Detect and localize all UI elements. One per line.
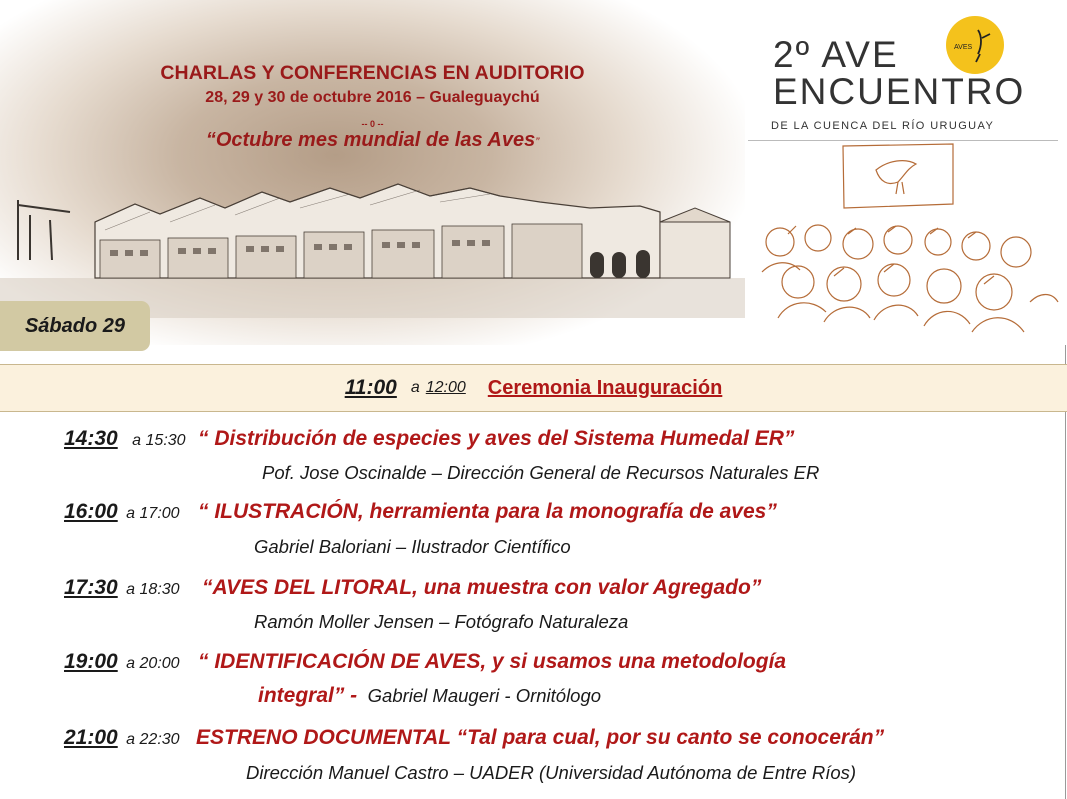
talk-1-end: a 15:30: [132, 432, 186, 449]
event-motto: [60, 129, 685, 152]
talk-3-line: [64, 576, 761, 600]
talk-4-speaker: Gabriel Maugeri - Ornitólogo: [367, 685, 602, 706]
header-photo: [0, 0, 745, 345]
logo-mark-text: AVES: [954, 44, 973, 51]
talk-5-end: a 22:30: [126, 731, 180, 748]
inauguration-title: Ceremonia Inauguración: [487, 376, 723, 399]
logo-divider: [748, 140, 1058, 141]
right-frame-line: [1065, 345, 1066, 799]
talk-4-title-cont: integral” -: [258, 684, 358, 707]
talk-3-title: “AVES DEL LITORAL, una muestra con valor Agregado”: [202, 576, 762, 599]
talk-5-title: ESTRENO DOCUMENTAL “Tal para cual, por su canto se conocerán”: [196, 726, 885, 749]
talk-3-end: a 18:30: [126, 581, 180, 598]
inauguration-band: [0, 364, 1067, 412]
talk-4-end: a 20:00: [126, 655, 180, 672]
talk-5-start: 21:00: [64, 726, 118, 749]
event-title: CHARLAS Y CONFERENCIAS EN AUDITORIO: [160, 62, 585, 84]
talk-3-speaker: Ramón Moller Jensen – Fotógrafo Naturaleza: [254, 611, 629, 632]
bird-logo-icon: [946, 16, 1004, 74]
warehouse-illustration: [0, 0, 745, 345]
header-separator: -- 0 --: [361, 119, 384, 129]
inauguration-sep: a: [410, 379, 420, 396]
talk-4-line: [64, 650, 786, 674]
talk-4-title: “ IDENTIFICACIÓN DE AVES, y si usamos una metodología: [198, 650, 787, 673]
motto-close-quote: ”: [535, 135, 540, 149]
motto-text: “Octubre mes mundial de las Aves: [205, 129, 536, 151]
event-header: [60, 62, 685, 152]
logo-line-1: 2º AVE: [773, 34, 899, 75]
day-badge: Sábado 29: [0, 301, 150, 351]
audience-sketch: [748, 142, 1060, 340]
inauguration-start: 11:00: [344, 376, 397, 399]
talk-2-line: [64, 500, 777, 524]
logo-subtitle: DE LA CUENCA DEL RÍO URUGUAY: [771, 120, 995, 132]
talk-1-line: [64, 427, 794, 451]
talk-1-speaker: Pof. Jose Oscinalde – Dirección General de Recursos Naturales ER: [262, 462, 820, 483]
inauguration-end: 12:00: [425, 379, 466, 396]
talk-5-speaker: Dirección Manuel Castro – UADER (Universidad Autónoma de Entre Ríos): [246, 762, 857, 783]
talk-2-speaker: Gabriel Baloriani – Ilustrador Científico: [254, 536, 571, 557]
talk-2-title: “ ILUSTRACIÓN, herramienta para la monografía de aves”: [198, 500, 777, 523]
talk-2-start: 16:00: [64, 500, 118, 523]
talk-1-start: 14:30: [64, 427, 118, 450]
talk-3-start: 17:30: [64, 576, 118, 599]
talk-1-title: “ Distribución de especies y aves del Sistema Humedal ER”: [198, 427, 795, 450]
talk-5-line: [64, 726, 884, 750]
talk-2-end: a 17:00: [126, 505, 180, 522]
talk-4-start: 19:00: [64, 650, 118, 673]
talk-4-line-2: [258, 684, 601, 708]
logo-line-2: ENCUENTRO: [773, 71, 1026, 112]
event-dates: 28, 29 y 30 de octubre 2016 – Gualeguaychú: [205, 89, 540, 106]
